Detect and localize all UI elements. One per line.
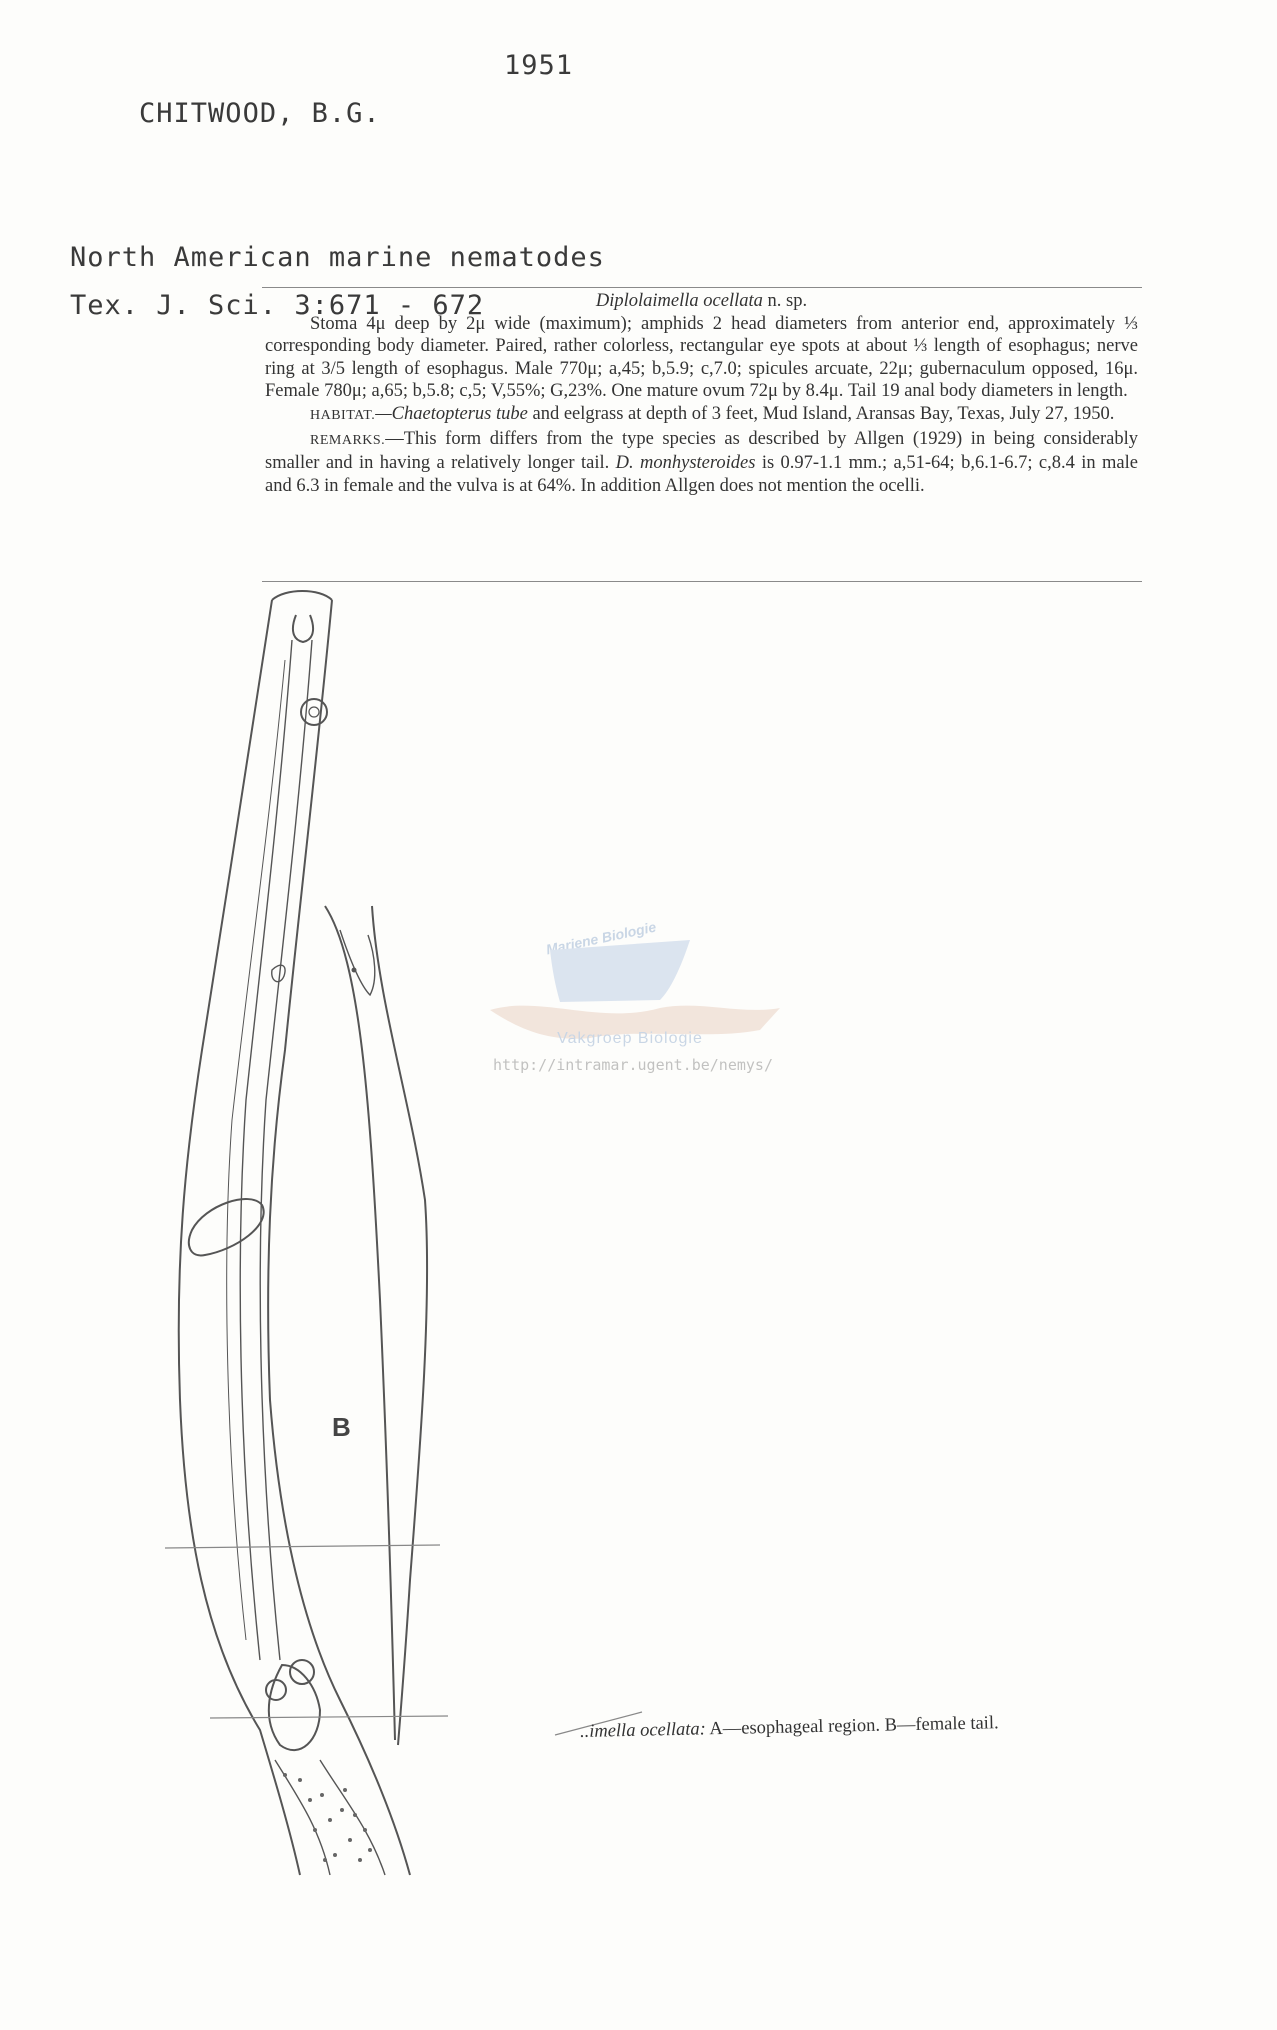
esophagus-line-3: [227, 660, 285, 1640]
description-paragraph: Stoma 4μ deep by 2μ wide (maximum); amphids 2 head diameters from anterior end, approximately ⅓ corresponding body diameter. Paired, rather colorless, rectangular eye spots at about ⅓ length of esophagus; nerve ring at 3/5 length of esophagus. Male 770μ; a,45; b,5.9; c,7.0; spicules arcuate, 22μ; gubernaculum opposed, 16μ. Female 780μ; a,65; b,5.8; c,5; V,55%; G,23%. One mature ovum 72μ by 8.4μ. Tail 19 anal body diameters in length.: [265, 313, 1138, 402]
species-name: Diplolaimella ocellata: [595, 291, 763, 311]
esophagus-line-2: [260, 640, 312, 1660]
intestine-granules: [283, 1773, 372, 1862]
eye-spot: [272, 965, 285, 981]
body-wall-left: [179, 600, 300, 1875]
remarks-label: REMARKS.: [310, 432, 386, 448]
section-lines: [165, 1545, 642, 1735]
species-suffix: n. sp.: [767, 291, 808, 311]
caption-text: A—esophageal region. B—female tail.: [705, 1713, 999, 1740]
watermark-group: Vakgroep Biologie: [557, 1030, 703, 1047]
paper-title: North American marine nematodes: [70, 242, 605, 273]
year: 1951: [504, 50, 574, 81]
body-wall-right: [268, 600, 410, 1875]
journal-citation: Tex. J. Sci. 3:671 - 672: [70, 290, 485, 321]
author: CHITWOOD, B.G.: [139, 98, 381, 129]
habitat-label: HABITAT.: [310, 407, 376, 423]
watermark-arc-text: Mariene Biologie: [544, 918, 658, 958]
intestine-wall-1: [275, 1760, 330, 1875]
esophagus-line-1: [240, 640, 292, 1660]
caption-species: ..imella ocellata:: [579, 1719, 707, 1742]
head-cap: [272, 591, 332, 600]
remarks-text-2: is 0.97-1.1 mm.; a,51-64; b,6.1-6.7; c,8.4 in male and 6.3 in female and the vulva is at 64%. In addition Allgen does not mention the ocelli.: [265, 453, 1138, 496]
stoma: [293, 615, 313, 642]
remarks-text-1: —This form differs from the type species as described by Allgen (1929) in being considerably smaller and in having a relatively longer tail.: [265, 428, 1138, 474]
amphid: [301, 699, 327, 725]
bulb-cell-2: [290, 1660, 314, 1684]
watermark-url: http://intramar.ugent.be/nemys/: [493, 1056, 773, 1074]
figure-label-b: B: [332, 1412, 351, 1442]
tail-wall-left: [325, 906, 395, 1740]
tail-anal-structure: [340, 930, 375, 995]
habitat-text: and eelgrass at depth of 3 feet, Mud Island, Aransas Bay, Texas, July 27, 1950.: [527, 403, 1115, 424]
ocellus: [189, 1199, 264, 1255]
remarks-species: D. monhysteroides: [615, 453, 756, 474]
habitat-host: —Chaetopterus tube: [375, 403, 528, 424]
bulb-cell-1: [266, 1680, 286, 1700]
watermark: [440, 910, 820, 1090]
